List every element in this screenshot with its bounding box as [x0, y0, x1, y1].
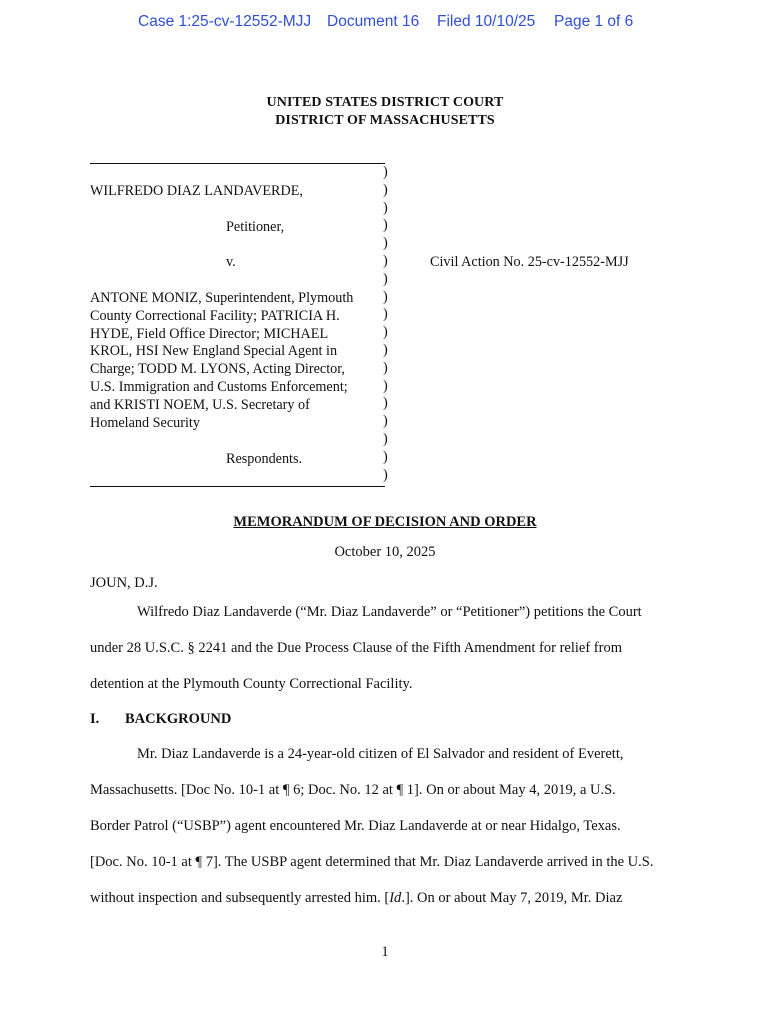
caption-paren: ): [383, 252, 388, 269]
paragraph-line: under 28 U.S.C. § 2241 and the Due Process Clause of the Fifth Amendment for relief from: [90, 640, 622, 656]
court-heading: [0, 94, 770, 129]
paragraph-continuation: .]. On or about May 7, 2019, Mr. Diaz: [401, 890, 623, 906]
caption-paren: ): [383, 377, 388, 394]
paragraph-line: [Doc. No. 10-1 at ¶ 7]. The USBP agent determined that Mr. Diaz Landaverde arrived in the U.S.: [90, 854, 654, 870]
caption-paren: ): [383, 288, 388, 305]
judge-name: JOUN, D.J.: [90, 575, 158, 591]
citation-text: without inspection and subsequently arrested him. [: [90, 890, 390, 906]
caption-paren: ): [383, 217, 388, 234]
versus-label: v.: [226, 254, 236, 270]
caption-paren: ): [383, 359, 388, 376]
caption-paren-column: [383, 164, 395, 484]
court-district: DISTRICT OF MASSACHUSETTS: [275, 112, 495, 128]
respondents-list: [90, 290, 353, 432]
court-name: UNITED STATES DISTRICT COURT: [266, 95, 504, 110]
respondent-line: and KRISTI NOEM, U.S. Secretary of: [90, 396, 310, 413]
memorandum-title: MEMORANDUM OF DECISION AND ORDER: [233, 514, 537, 530]
ecf-document-number: Document 16: [327, 13, 420, 30]
respondent-line: Homeland Security: [90, 414, 200, 431]
caption-paren: ): [383, 306, 388, 323]
caption-paren: ): [383, 164, 388, 180]
caption-bottom-rule: [90, 486, 385, 487]
caption-paren: ): [383, 181, 388, 198]
caption-paren: ): [383, 235, 388, 252]
ecf-header: [0, 13, 770, 35]
respondent-line: KROL, HSI New England Special Agent in: [90, 343, 338, 360]
caption-paren: ): [383, 199, 388, 216]
paragraph-line: Wilfredo Diaz Landaverde (“Mr. Diaz Landaverde” or “Petitioner”) petitions the Court: [137, 604, 642, 620]
caption-paren: ): [383, 466, 388, 483]
respondent-line: U.S. Immigration and Customs Enforcement;: [90, 378, 348, 395]
caption-paren: ): [383, 324, 388, 341]
paragraph-line: Border Patrol (“USBP”) agent encountered Mr. Diaz Landaverde at or near Hidalgo, Texas.: [90, 818, 621, 834]
respondent-line: Charge; TODD M. LYONS, Acting Director,: [90, 361, 345, 378]
section-title: BACKGROUND: [125, 711, 232, 727]
caption-paren: ): [383, 270, 388, 287]
civil-action-number: Civil Action No. 25-cv-12552-MJJ: [430, 254, 629, 270]
respondent-line: HYDE, Field Office Director; MICHAEL: [90, 325, 329, 342]
ecf-page-count: Page 1 of 6: [554, 13, 634, 30]
paragraph-line: detention at the Plymouth County Correctional Facility.: [90, 676, 413, 692]
caption-paren: ): [383, 413, 388, 430]
caption-paren: ): [383, 395, 388, 412]
ecf-case-number: Case 1:25-cv-12552-MJJ: [138, 13, 312, 30]
paragraph-line: [90, 890, 622, 907]
caption-paren: ): [383, 341, 388, 358]
respondents-role: Respondents.: [226, 451, 303, 467]
section-number: I.: [90, 711, 100, 727]
paragraph-line: Massachusetts. [Doc No. 10-1 at ¶ 6; Doc. No. 12 at ¶ 1]. On or about May 4, 2019, a U.S.: [90, 782, 616, 798]
petitioner-role: Petitioner,: [226, 219, 285, 235]
paragraph-line: Mr. Diaz Landaverde is a 24-year-old citizen of El Salvador and resident of Everett,: [137, 746, 624, 762]
citation-id: Id: [389, 890, 402, 906]
respondent-line: County Correctional Facility; PATRICIA H.: [90, 307, 340, 324]
memorandum-date: October 10, 2025: [334, 544, 436, 560]
page-number: 1: [381, 944, 389, 960]
caption-paren: ): [383, 430, 388, 447]
caption-top-rule: [90, 163, 385, 164]
caption-paren: ): [383, 448, 388, 465]
ecf-filed-date: Filed 10/10/25: [437, 13, 536, 30]
petitioner-name: WILFREDO DIAZ LANDAVERDE,: [90, 183, 303, 199]
respondent-line: ANTONE MONIZ, Superintendent, Plymouth: [90, 290, 354, 306]
